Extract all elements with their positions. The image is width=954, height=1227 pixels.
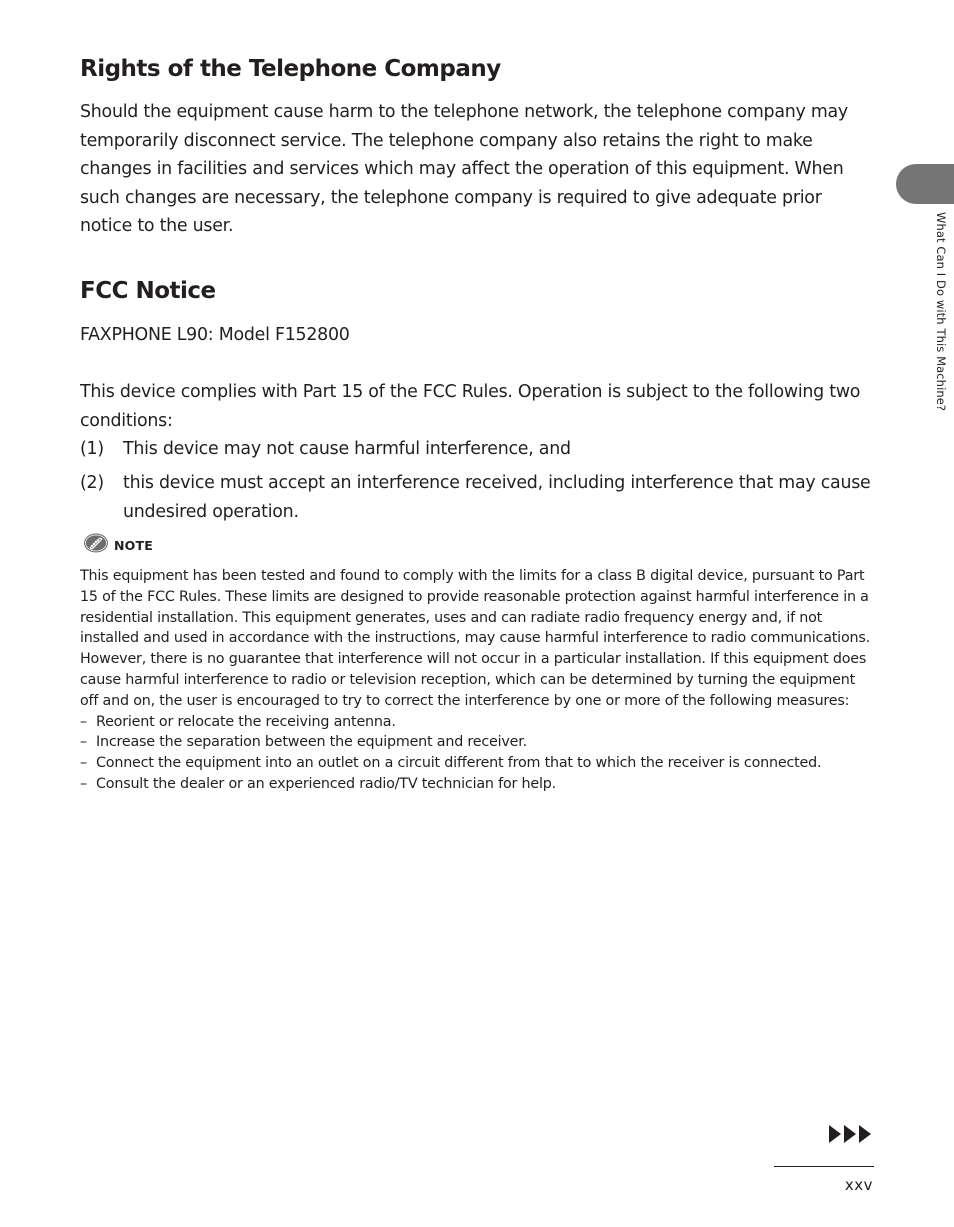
page-number: xxv <box>844 1176 873 1194</box>
chapter-tab[interactable] <box>896 164 954 204</box>
continue-arrows-icon <box>829 1124 875 1148</box>
list-item <box>80 774 876 795</box>
condition-text: This device may not cause harmful interference, and <box>123 439 571 459</box>
list-dash: – <box>80 755 87 772</box>
footer-divider <box>774 1166 874 1167</box>
condition-text: this device must accept an interference received, including interference that may cause undesired operation. <box>123 473 871 522</box>
list-dash: – <box>80 713 87 730</box>
note-body <box>80 566 876 795</box>
list-item-text: Increase the separation between the equipment and receiver. <box>96 734 527 751</box>
section-title-fcc: FCC Notice <box>80 278 216 304</box>
condition-item <box>80 435 876 464</box>
condition-number: (2) <box>80 473 104 493</box>
note-header <box>83 533 153 557</box>
condition-item <box>80 469 876 526</box>
note-paragraph: This equipment has been tested and found to comply with the limits for a class B digital device, pursuant to Part 15 of the FCC Rules. These limits are designed to provide reasonable protection against harmful interference in a residential installation. This equipment generates, uses and can radiate radio frequency energy and, if not installed and used in accordance with the instructions, may cause harmful interference to radio communications. However, there is no guarantee that interference will not occur in a particular installation. If this equipment does cause harmful interference to radio or television reception, which can be determined by turning the equipment off and on, the user is encouraged to try to correct the interference by one or more of the following measures: <box>80 568 870 709</box>
compliance-paragraph: This device complies with Part 15 of the FCC Rules. Operation is subject to the following two conditions: <box>80 382 861 431</box>
pencil-note-icon <box>83 533 109 557</box>
model-line: FAXPHONE L90: Model F152800 <box>80 325 350 345</box>
list-item-text: Reorient or relocate the receiving antenna. <box>96 713 396 730</box>
rights-paragraph: Should the equipment cause harm to the telephone network, the telephone company may temporarily disconnect service. The telephone company also retains the right to make changes in facilities and services which may affect the operation of this equipment. When such changes are necessary, the telephone company is required to give adequate prior notice to the user. <box>80 102 848 237</box>
list-item-text: Consult the dealer or an experienced radio/TV technician for help. <box>96 775 556 792</box>
list-item-text: Connect the equipment into an outlet on a circuit different from that to which the receiver is connected. <box>96 755 822 772</box>
chapter-tab-label: What Can I Do with This Machine? <box>934 212 948 412</box>
list-item <box>80 753 876 774</box>
list-dash: – <box>80 775 87 792</box>
condition-number: (1) <box>80 439 104 459</box>
list-item <box>80 712 876 733</box>
list-dash: – <box>80 734 87 751</box>
note-label: NOTE <box>114 537 153 553</box>
section-title-rights: Rights of the Telephone Company <box>80 56 501 82</box>
list-item <box>80 732 876 753</box>
